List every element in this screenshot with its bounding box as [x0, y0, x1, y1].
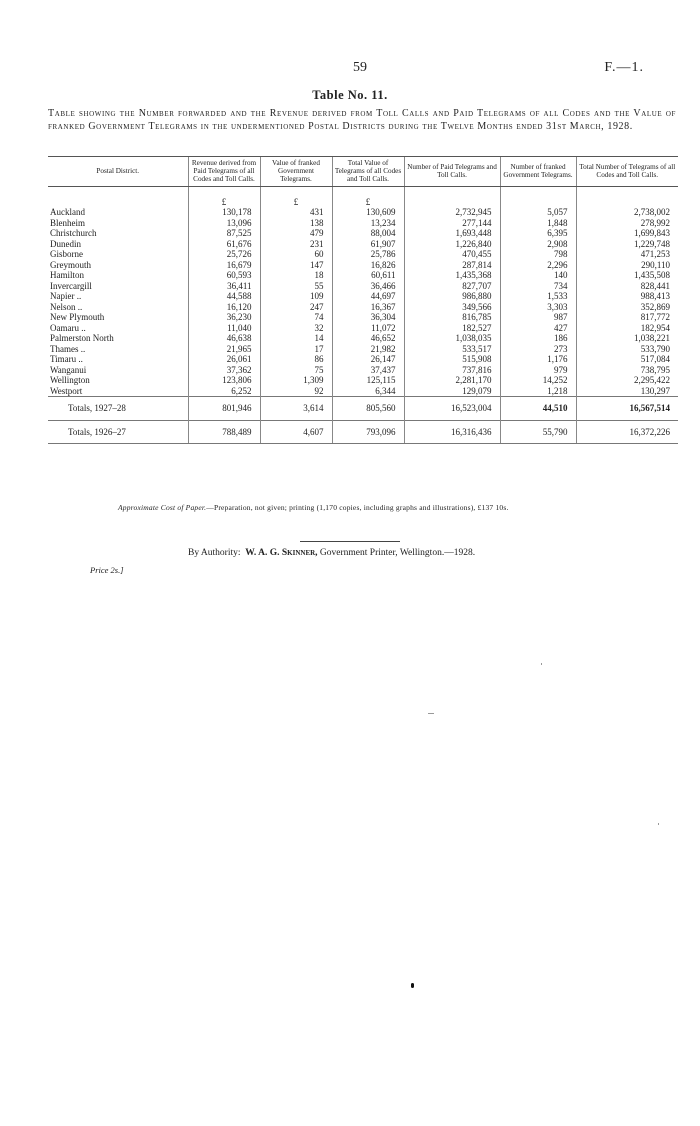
total-value-total-cell: 805,560 — [332, 397, 404, 421]
paid-number-cell: 470,455 — [404, 249, 500, 260]
table-row — [48, 270, 678, 281]
district-cell — [48, 249, 188, 260]
paid-number-total-cell: 16,523,004 — [404, 397, 500, 421]
total-value-cell: 26,147 — [332, 354, 404, 365]
total-value-cell: 37,437 — [332, 365, 404, 376]
total-number-cell: 1,435,508 — [576, 270, 678, 281]
total-number-total-cell: 16,567,514 — [576, 397, 678, 421]
revenue-cell: 6,252 — [188, 386, 260, 397]
table-row — [48, 281, 678, 292]
district-name: Wellington — [50, 375, 90, 386]
telegrams-table — [48, 156, 678, 444]
paid-number-cell: 986,880 — [404, 291, 500, 302]
unit-blank — [404, 186, 500, 207]
paid-number-cell: 533,517 — [404, 344, 500, 355]
header-revenue: Revenue derived from Paid Telegrams of all Codes and Toll Calls. — [188, 157, 260, 187]
authority-line — [188, 548, 475, 558]
total-value-cell: 6,344 — [332, 386, 404, 397]
total-number-cell: 2,738,002 — [576, 207, 678, 218]
revenue-cell: 26,061 — [188, 354, 260, 365]
unit-total-value: £ — [332, 186, 404, 207]
total-number-cell: 352,869 — [576, 302, 678, 313]
total-number-cell: 2,295,422 — [576, 375, 678, 386]
district-name: Westport — [50, 385, 83, 396]
district-name: Gisborne — [50, 249, 83, 260]
franked-number-cell: 1,176 — [500, 354, 576, 365]
franked-number-cell: 1,218 — [500, 386, 576, 397]
unit-franked-value: £ — [260, 186, 332, 207]
total-value-cell: 16,826 — [332, 260, 404, 271]
paid-number-cell: 1,038,035 — [404, 333, 500, 344]
table-row — [48, 260, 678, 271]
table-row — [48, 375, 678, 386]
authority-name: W. A. G. Skinner, — [245, 548, 318, 558]
scan-speck — [428, 713, 434, 714]
total-value-cell: 16,367 — [332, 302, 404, 313]
revenue-cell: 46,638 — [188, 333, 260, 344]
total-value-cell: 36,466 — [332, 281, 404, 292]
total-value-cell: 11,072 — [332, 323, 404, 334]
paid-number-cell: 277,144 — [404, 218, 500, 229]
franked-number-cell: 2,296 — [500, 260, 576, 271]
district-cell — [48, 270, 188, 281]
table-title: Table No. 11. — [312, 88, 388, 102]
total-number-cell: 1,699,843 — [576, 228, 678, 239]
district-cell — [48, 344, 188, 355]
franked-number-cell: 798 — [500, 249, 576, 260]
revenue-cell: 60,593 — [188, 270, 260, 281]
header-total-value: Total Value of Telegrams of all Codes and Toll Calls. — [332, 157, 404, 187]
district-cell — [48, 228, 188, 239]
paid-number-cell: 515,908 — [404, 354, 500, 365]
cost-note — [118, 503, 678, 512]
unit-blank — [500, 186, 576, 207]
unit-blank — [576, 186, 678, 207]
table-row — [48, 333, 678, 344]
page-number: 59 — [353, 60, 367, 75]
franked-number-cell: 6,395 — [500, 228, 576, 239]
cost-label: Approximate Cost of Paper. — [118, 503, 207, 512]
paid-number-cell: 182,527 — [404, 323, 500, 334]
franked-value-cell: 60 — [260, 249, 332, 260]
total-value-cell: 60,611 — [332, 270, 404, 281]
table-row — [48, 207, 678, 218]
revenue-cell: 37,362 — [188, 365, 260, 376]
revenue-cell: 13,096 — [188, 218, 260, 229]
total-value-cell: 125,115 — [332, 375, 404, 386]
table-row — [48, 291, 678, 302]
header-paid-number: Number of Paid Telegrams and Toll Calls. — [404, 157, 500, 187]
franked-number-cell: 186 — [500, 333, 576, 344]
header-franked-value: Value of franked Government Telegrams. — [260, 157, 332, 187]
franked-value-cell: 138 — [260, 218, 332, 229]
unit-row — [48, 186, 678, 207]
district-cell — [48, 312, 188, 323]
total-value-cell: 25,786 — [332, 249, 404, 260]
franked-number-total-cell: 44,510 — [500, 397, 576, 421]
district-name: Christchurch — [50, 228, 97, 239]
price-note: Price 2s.] — [90, 565, 124, 575]
table-row — [48, 312, 678, 323]
franked-value-cell: 17 — [260, 344, 332, 355]
district-name: Greymouth — [50, 259, 91, 270]
district-cell — [48, 207, 188, 218]
table-row — [48, 239, 678, 250]
total-number-cell: 517,084 — [576, 354, 678, 365]
franked-number-cell: 734 — [500, 281, 576, 292]
scan-speck — [658, 823, 659, 825]
franked-number-cell: 1,533 — [500, 291, 576, 302]
district-cell — [48, 239, 188, 250]
total-number-cell: 278,992 — [576, 218, 678, 229]
totals-label: Totals, 1927–28 — [48, 397, 188, 421]
district-cell — [48, 281, 188, 292]
paid-number-cell: 827,707 — [404, 281, 500, 292]
district-cell — [48, 333, 188, 344]
unit-blank — [48, 186, 188, 207]
district-name: Timaru .. — [50, 354, 83, 365]
franked-number-cell: 1,848 — [500, 218, 576, 229]
total-value-cell: 46,652 — [332, 333, 404, 344]
cost-text: —Preparation, not given; printing (1,170 copies, including graphs and illustrations), £137 10s. — [206, 503, 509, 512]
revenue-cell: 11,040 — [188, 323, 260, 334]
header-franked-number: Number of franked Government Telegrams. — [500, 157, 576, 187]
franked-value-cell: 109 — [260, 291, 332, 302]
revenue-cell: 123,806 — [188, 375, 260, 386]
franked-number-total-cell: 55,790 — [500, 420, 576, 444]
district-name: Invercargill — [50, 280, 92, 291]
revenue-cell: 87,525 — [188, 228, 260, 239]
paid-number-total-cell: 16,316,436 — [404, 420, 500, 444]
total-number-cell: 290,110 — [576, 260, 678, 271]
paid-number-cell: 2,732,945 — [404, 207, 500, 218]
unit-revenue: £ — [188, 186, 260, 207]
paid-number-cell: 1,693,448 — [404, 228, 500, 239]
district-name: New Plymouth — [50, 312, 105, 323]
table-row — [48, 302, 678, 313]
district-name: Thames .. — [50, 343, 86, 354]
franked-value-cell: 32 — [260, 323, 332, 334]
document-code: F.—1. — [604, 60, 644, 75]
franked-value-cell: 86 — [260, 354, 332, 365]
authority-suffix: Government Printer, Wellington.—1928. — [319, 548, 476, 558]
franked-number-cell: 14,252 — [500, 375, 576, 386]
revenue-cell: 16,120 — [188, 302, 260, 313]
total-value-total-cell: 793,096 — [332, 420, 404, 444]
total-value-cell: 61,907 — [332, 239, 404, 250]
franked-value-cell: 18 — [260, 270, 332, 281]
table-row — [48, 228, 678, 239]
franked-value-cell: 247 — [260, 302, 332, 313]
franked-value-cell: 431 — [260, 207, 332, 218]
table-row — [48, 354, 678, 365]
district-name: Blenheim — [50, 217, 85, 228]
total-number-cell: 471,253 — [576, 249, 678, 260]
paid-number-cell: 349,566 — [404, 302, 500, 313]
total-number-cell: 1,038,221 — [576, 333, 678, 344]
district-cell — [48, 302, 188, 313]
total-number-total-cell: 16,372,226 — [576, 420, 678, 444]
total-number-cell: 817,772 — [576, 312, 678, 323]
district-name: Hamilton — [50, 270, 84, 281]
paid-number-cell: 1,226,840 — [404, 239, 500, 250]
table-row — [48, 386, 678, 397]
authority-prefix: By Authority: — [188, 548, 241, 558]
table-row — [48, 323, 678, 334]
district-cell — [48, 323, 188, 334]
paid-number-cell: 1,435,368 — [404, 270, 500, 281]
header-district: Postal District. — [48, 157, 188, 187]
franked-number-cell: 979 — [500, 365, 576, 376]
franked-value-cell: 55 — [260, 281, 332, 292]
revenue-cell: 61,676 — [188, 239, 260, 250]
district-cell — [48, 260, 188, 271]
table-row — [48, 218, 678, 229]
revenue-cell: 36,230 — [188, 312, 260, 323]
district-name: Oamaru .. — [50, 322, 86, 333]
franked-number-cell: 427 — [500, 323, 576, 334]
paid-number-cell: 816,785 — [404, 312, 500, 323]
revenue-total-cell: 801,946 — [188, 397, 260, 421]
paid-number-cell: 737,816 — [404, 365, 500, 376]
total-value-cell: 36,304 — [332, 312, 404, 323]
paid-number-cell: 287,814 — [404, 260, 500, 271]
district-cell — [48, 386, 188, 397]
paid-number-cell: 2,281,170 — [404, 375, 500, 386]
totals-row — [48, 397, 678, 421]
scan-speck — [541, 663, 542, 665]
total-value-cell: 130,609 — [332, 207, 404, 218]
paid-number-cell: 129,079 — [404, 386, 500, 397]
franked-value-cell: 74 — [260, 312, 332, 323]
revenue-cell: 25,726 — [188, 249, 260, 260]
franked-value-cell: 147 — [260, 260, 332, 271]
franked-number-cell: 273 — [500, 344, 576, 355]
divider-rule — [300, 541, 400, 542]
franked-value-cell: 75 — [260, 365, 332, 376]
district-name: Palmerston North — [50, 333, 114, 344]
table-header-row — [48, 157, 678, 187]
total-number-cell: 738,795 — [576, 365, 678, 376]
franked-value-cell: 92 — [260, 386, 332, 397]
district-cell — [48, 375, 188, 386]
table-row — [48, 365, 678, 376]
total-value-cell: 88,004 — [332, 228, 404, 239]
revenue-cell: 130,178 — [188, 207, 260, 218]
total-value-cell: 44,697 — [332, 291, 404, 302]
district-name: Auckland — [50, 207, 85, 218]
district-cell — [48, 291, 188, 302]
table-row — [48, 344, 678, 355]
district-name: Napier .. — [50, 291, 82, 302]
total-number-cell: 1,229,748 — [576, 239, 678, 250]
table-row — [48, 249, 678, 260]
district-name: Wanganui — [50, 364, 87, 375]
district-name: Nelson .. — [50, 301, 83, 312]
table-caption: Table showing the Number forwarded and the Revenue derived from Toll Calls and Paid Telegrams of all Codes and the Value of franked Government Telegrams in the undermentioned Postal Districts during the Twelve Months ended 31st March, 1928. — [48, 108, 676, 132]
franked-value-total-cell: 3,614 — [260, 397, 332, 421]
franked-number-cell: 140 — [500, 270, 576, 281]
totals-label: Totals, 1926–27 — [48, 420, 188, 444]
total-number-cell: 130,297 — [576, 386, 678, 397]
total-number-cell: 828,441 — [576, 281, 678, 292]
franked-value-cell: 231 — [260, 239, 332, 250]
district-cell — [48, 365, 188, 376]
franked-number-cell: 2,908 — [500, 239, 576, 250]
district-cell — [48, 218, 188, 229]
franked-number-cell: 987 — [500, 312, 576, 323]
district-cell — [48, 354, 188, 365]
franked-number-cell: 3,303 — [500, 302, 576, 313]
franked-value-cell: 14 — [260, 333, 332, 344]
revenue-cell: 36,411 — [188, 281, 260, 292]
total-value-cell: 13,234 — [332, 218, 404, 229]
revenue-cell: 16,679 — [188, 260, 260, 271]
district-name: Dunedin — [50, 238, 81, 249]
revenue-cell: 21,965 — [188, 344, 260, 355]
franked-number-cell: 5,057 — [500, 207, 576, 218]
revenue-total-cell: 788,489 — [188, 420, 260, 444]
total-value-cell: 21,982 — [332, 344, 404, 355]
franked-value-total-cell: 4,607 — [260, 420, 332, 444]
franked-value-cell: 479 — [260, 228, 332, 239]
total-number-cell: 182,954 — [576, 323, 678, 334]
revenue-cell: 44,588 — [188, 291, 260, 302]
header-total-number: Total Number of Telegrams of all Codes and Toll Calls. — [576, 157, 678, 187]
totals-row — [48, 420, 678, 444]
franked-value-cell: 1,309 — [260, 375, 332, 386]
total-number-cell: 533,790 — [576, 344, 678, 355]
total-number-cell: 988,413 — [576, 291, 678, 302]
scan-speck — [411, 983, 414, 988]
